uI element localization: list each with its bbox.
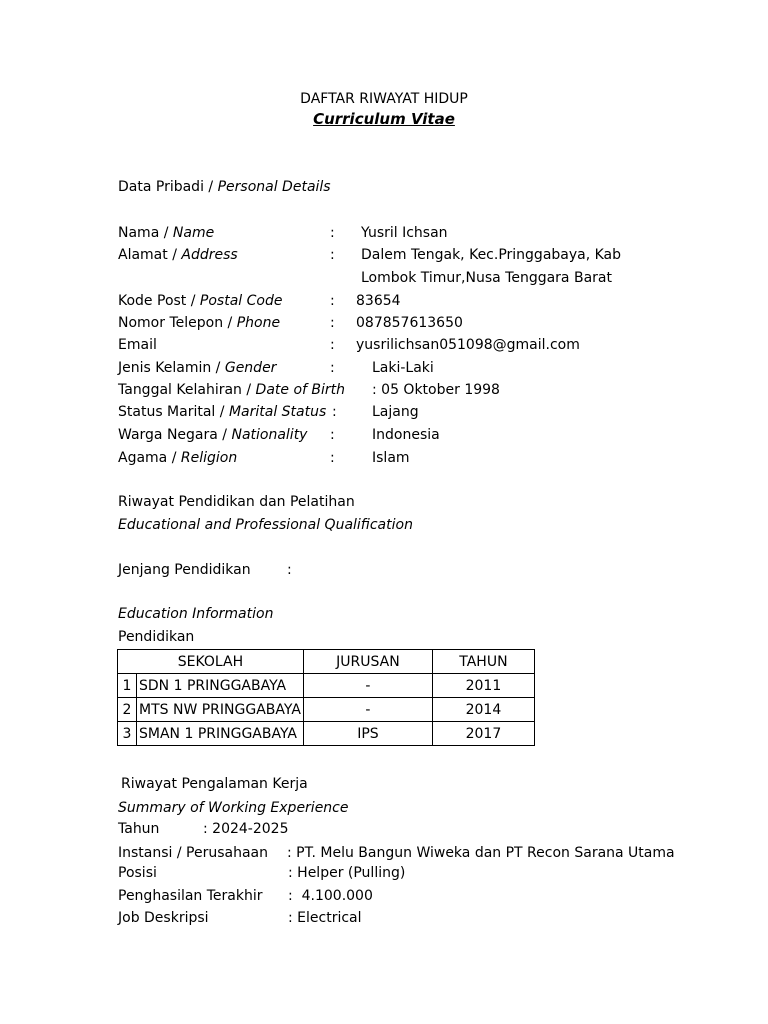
postal-value: 83654 bbox=[356, 293, 401, 309]
religion-label bbox=[118, 451, 237, 465]
column-header-school: SEKOLAH bbox=[118, 650, 304, 674]
religion-label-id: Agama / bbox=[118, 450, 181, 466]
personal-section-heading bbox=[118, 180, 331, 194]
row-number: 2 bbox=[118, 698, 137, 722]
postal-label-en: Postal Code bbox=[199, 293, 283, 309]
gender-value: Laki-Laki bbox=[372, 360, 434, 376]
document-title: DAFTAR RIWAYAT HIDUP bbox=[300, 91, 468, 107]
phone-label-id: Nomor Telepon / bbox=[118, 315, 237, 331]
dob-label-en: Date of Birth bbox=[255, 382, 346, 398]
education-info-label: Education Information bbox=[118, 606, 274, 622]
work-heading-en: Summary of Working Experience bbox=[118, 800, 349, 816]
dob-label bbox=[118, 383, 345, 397]
major-cell: IPS bbox=[303, 722, 432, 746]
year-cell: 2011 bbox=[432, 674, 534, 698]
row-number: 1 bbox=[118, 674, 137, 698]
name-label-en: Name bbox=[172, 225, 215, 241]
education-heading: Riwayat Pendidikan dan Pelatihan bbox=[118, 494, 355, 510]
address-label-id: Alamat / bbox=[118, 247, 182, 263]
religion-label-en: Religion bbox=[180, 450, 238, 466]
nationality-label-id: Warga Negara / bbox=[118, 427, 232, 443]
gender-label-en: Gender bbox=[224, 360, 277, 376]
year-cell: 2017 bbox=[432, 722, 534, 746]
work-year-label: Tahun bbox=[118, 821, 160, 837]
name-colon: : bbox=[330, 225, 335, 241]
major-cell: - bbox=[303, 698, 432, 722]
year-cell: 2014 bbox=[432, 698, 534, 722]
education-table-title: Pendidikan bbox=[118, 629, 195, 645]
work-position-label: Posisi bbox=[118, 865, 157, 881]
column-header-major: JURUSAN bbox=[303, 650, 432, 674]
work-position-value: : Helper (Pulling) bbox=[288, 865, 406, 881]
postal-label bbox=[118, 294, 282, 308]
phone-label bbox=[118, 316, 280, 330]
nationality-label-en: Nationality bbox=[231, 427, 308, 443]
name-label bbox=[118, 226, 214, 240]
marital-colon: : bbox=[332, 404, 337, 420]
address-value-line1: Dalem Tengak, Kec.Pringgabaya, Kab bbox=[361, 247, 622, 263]
work-job-label: Job Deskripsi bbox=[118, 910, 209, 926]
personal-section-label: Data Pribadi / bbox=[118, 179, 218, 195]
phone-colon: : bbox=[330, 315, 335, 331]
dob-label-id: Tanggal Kelahiran / bbox=[118, 382, 256, 398]
school-cell: SMAN 1 PRINGGABAYA bbox=[137, 722, 304, 746]
dob-value: : 05 Oktober 1998 bbox=[372, 382, 500, 398]
table-row bbox=[118, 674, 535, 698]
major-cell: - bbox=[303, 674, 432, 698]
address-label bbox=[118, 248, 238, 262]
email-label: Email bbox=[118, 337, 157, 353]
postal-colon: : bbox=[330, 293, 335, 309]
gender-label bbox=[118, 361, 276, 375]
personal-section-label-en: Personal Details bbox=[217, 179, 331, 195]
education-level-label: Jenjang Pendidikan bbox=[118, 562, 251, 578]
school-cell: SDN 1 PRINGGABAYA bbox=[137, 674, 304, 698]
work-company-value: : PT. Melu Bangun Wiweka dan PT Recon Sarana Utama bbox=[287, 845, 675, 861]
religion-value: Islam bbox=[372, 450, 410, 466]
phone-value: 087857613650 bbox=[356, 315, 463, 331]
education-table bbox=[117, 649, 535, 746]
work-income-value: : 4.100.000 bbox=[288, 888, 373, 904]
column-header-year: TAHUN bbox=[432, 650, 534, 674]
name-value: Yusril Ichsan bbox=[361, 225, 448, 241]
phone-label-en: Phone bbox=[236, 315, 281, 331]
work-heading: Riwayat Pengalaman Kerja bbox=[121, 776, 308, 792]
address-colon: : bbox=[330, 247, 335, 263]
address-value-line2: Lombok Timur,Nusa Tenggara Barat bbox=[361, 270, 612, 286]
nationality-colon: : bbox=[330, 427, 335, 443]
education-heading-en: Educational and Professional Qualification bbox=[118, 517, 413, 533]
table-row bbox=[118, 722, 535, 746]
work-year-value: : 2024-2025 bbox=[203, 821, 289, 837]
postal-label-id: Kode Post / bbox=[118, 293, 200, 309]
table-row bbox=[118, 698, 535, 722]
nationality-value: Indonesia bbox=[372, 427, 440, 443]
education-level-colon: : bbox=[287, 562, 292, 578]
marital-value: Lajang bbox=[372, 404, 419, 420]
education-table-header bbox=[118, 650, 535, 674]
school-cell: MTS NW PRINGGABAYA bbox=[137, 698, 304, 722]
marital-label bbox=[118, 405, 326, 419]
email-value: yusrilichsan051098@gmail.com bbox=[356, 337, 580, 353]
marital-label-id: Status Marital / bbox=[118, 404, 229, 420]
row-number: 3 bbox=[118, 722, 137, 746]
gender-label-id: Jenis Kelamin / bbox=[118, 360, 225, 376]
work-company-label: Instansi / Perusahaan bbox=[118, 845, 269, 861]
work-income-label: Penghasilan Terakhir bbox=[118, 888, 263, 904]
work-job-value: : Electrical bbox=[288, 910, 362, 926]
document-subtitle: Curriculum Vitae bbox=[313, 110, 455, 128]
marital-label-en: Marital Status bbox=[228, 404, 327, 420]
address-label-en: Address bbox=[181, 247, 238, 263]
religion-colon: : bbox=[330, 450, 335, 466]
gender-colon: : bbox=[330, 360, 335, 376]
name-label-id: Nama / bbox=[118, 225, 173, 241]
email-colon: : bbox=[330, 337, 335, 353]
nationality-label bbox=[118, 428, 307, 442]
